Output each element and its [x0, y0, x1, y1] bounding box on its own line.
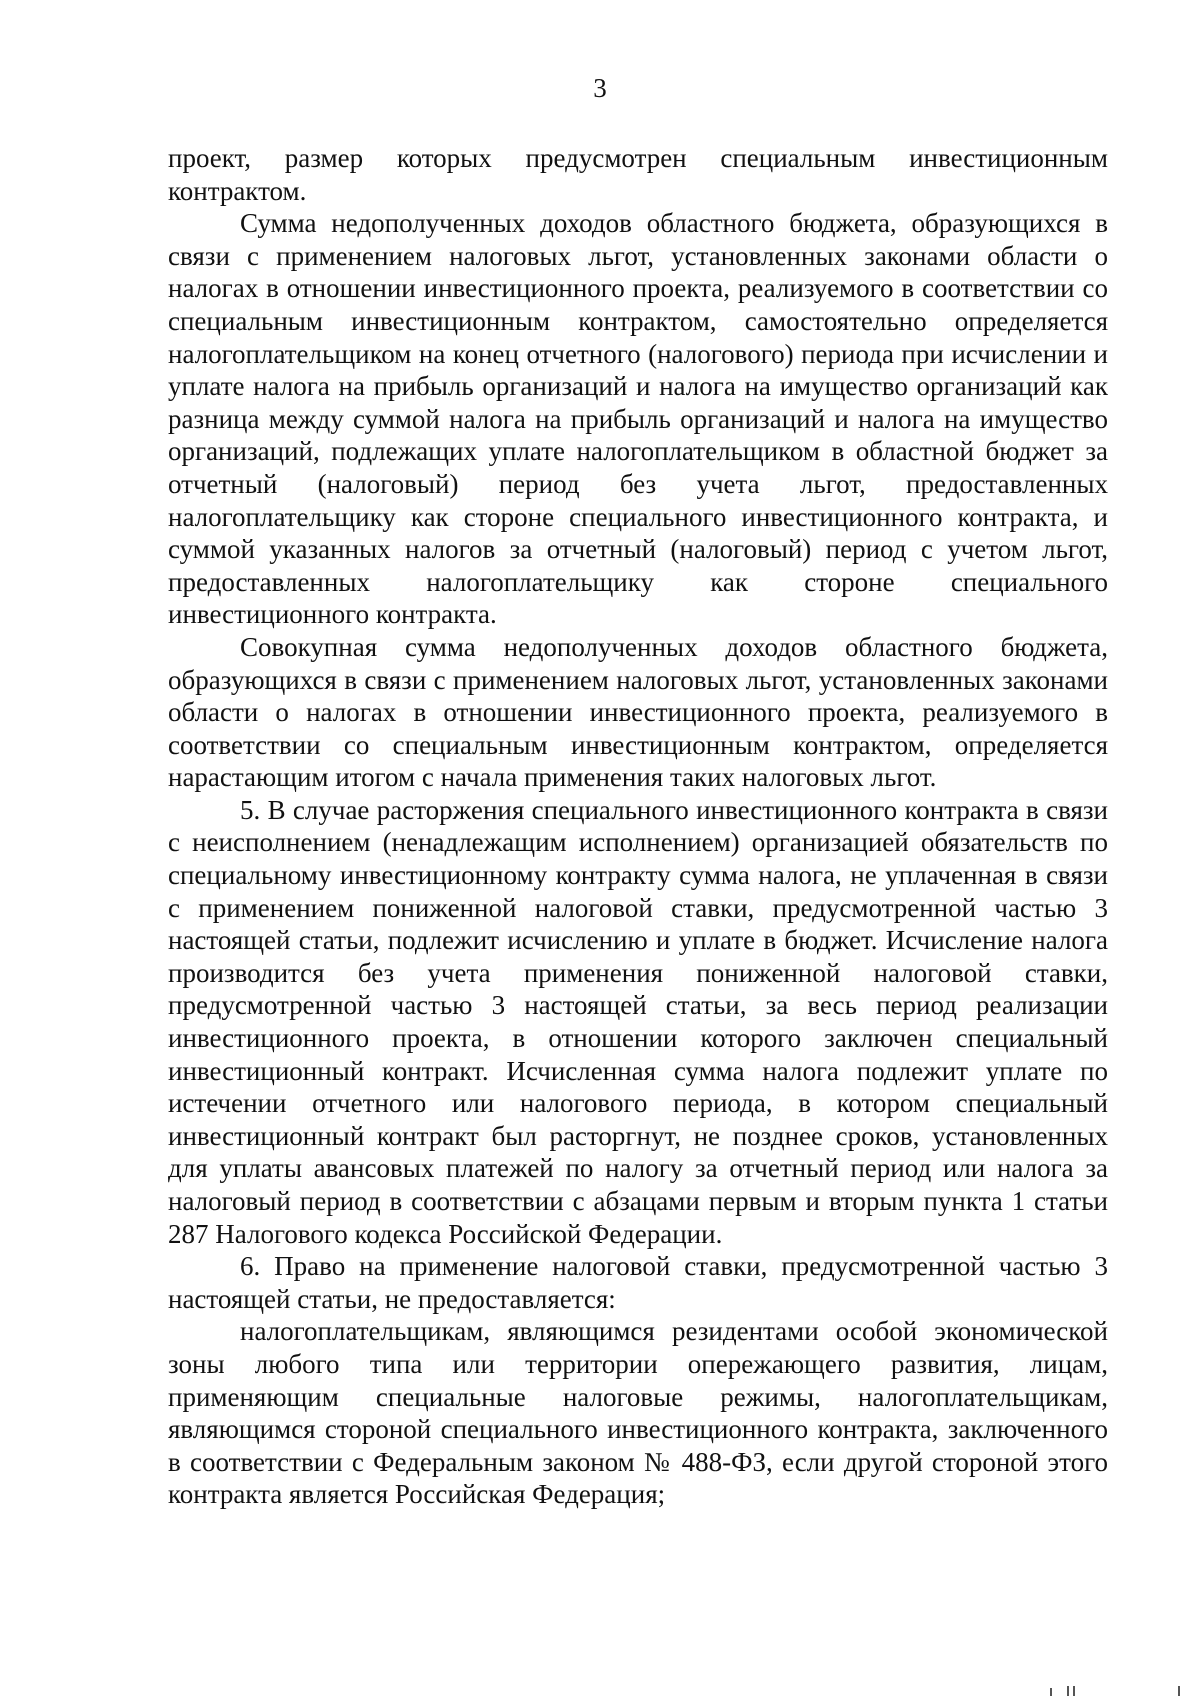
scan-artifact — [1178, 1686, 1180, 1696]
document-body — [168, 142, 1108, 1511]
paragraph-continuation: проект, размер которых предусмотрен специальным инвестиционным контрактом. — [168, 143, 1108, 206]
paragraph-item-5: 5. В случае расторжения специального инвестиционного контракта в связи с неисполнением (ненадлежащим исполнением) организацией обязательств по специальному инвестиционному контракту сумма налога, не уплаченная в связи с применением пониженной налоговой ставки, предусмотренной частью 3 настоящей статьи, подлежит исчислению и уплате в бюджет. Исчисление налога производится без учета применения пониженной налоговой ставки, предусмотренной частью 3 настоящей статьи, за весь период реализации инвестиционного проекта, в отношении которого заключен специальный инвестиционный контракт. Исчисленная сумма налога подлежит уплате по истечении отчетного или налогового периода, в котором специальный инвестиционный контракт был расторгнут, не позднее сроков, установленных для уплаты авансовых платежей по налогу за отчетный период или налога за налоговый период в соответствии с абзацами первым и вторым пункта 1 статьи 287 Налогового кодекса Российской Федерации. — [168, 794, 1108, 1249]
paragraph-total-lost-revenue: Совокупная сумма недополученных доходов областного бюджета, образующихся в связи с применением налоговых льгот, установленных законами области о налогах в отношении инвестиционного проекта, реализуемого в соответствии со специальным инвестиционным контрактом, определяется нарастающим итогом с начала применения таких налоговых льгот. — [168, 631, 1108, 793]
page-number: 3 — [593, 73, 607, 103]
paragraph-item-6: 6. Право на применение налоговой ставки, предусмотренной частью 3 настоящей статьи, не предоставляется: — [168, 1251, 1108, 1314]
scan-artifact — [1073, 1686, 1075, 1696]
paragraph-lost-revenue-sum: Сумма недополученных доходов областного бюджета, образующихся в связи с применением налоговых льгот, установленных законами области о налогах в отношении инвестиционного проекта, реализуемого в соответствии со специальным инвестиционным контрактом, самостоятельно определяется налогоплательщиком на конец отчетного (налогового) периода при исчислении и уплате налога на прибыль организаций и налога на имущество организаций как разница между суммой налога на прибыль организаций и налога на имущество организаций, подлежащих уплате налогоплательщиком в областной бюджет за отчетный (налоговый) период без учета льгот, предоставленных налогоплательщику как стороне специального инвестиционного контракта, и суммой указанных налогов за отчетный (налоговый) период с учетом льгот, предоставленных налогоплательщику как стороне специального инвестиционного контракта. — [168, 208, 1108, 630]
scan-artifact — [1050, 1688, 1052, 1696]
scan-artifact — [1067, 1686, 1069, 1696]
paragraph-item-6-subitem: налогоплательщикам, являющимся резидентами особой экономической зоны любого типа или территории опережающего развития, лицам, применяющим специальные налоговые режимы, налогоплательщикам, являющимся стороной специального инвестиционного контракта, заключенного в соответствии с Федеральным законом № 488-ФЗ, если другой стороной этого контракта является Российская Федерация; — [168, 1316, 1108, 1510]
